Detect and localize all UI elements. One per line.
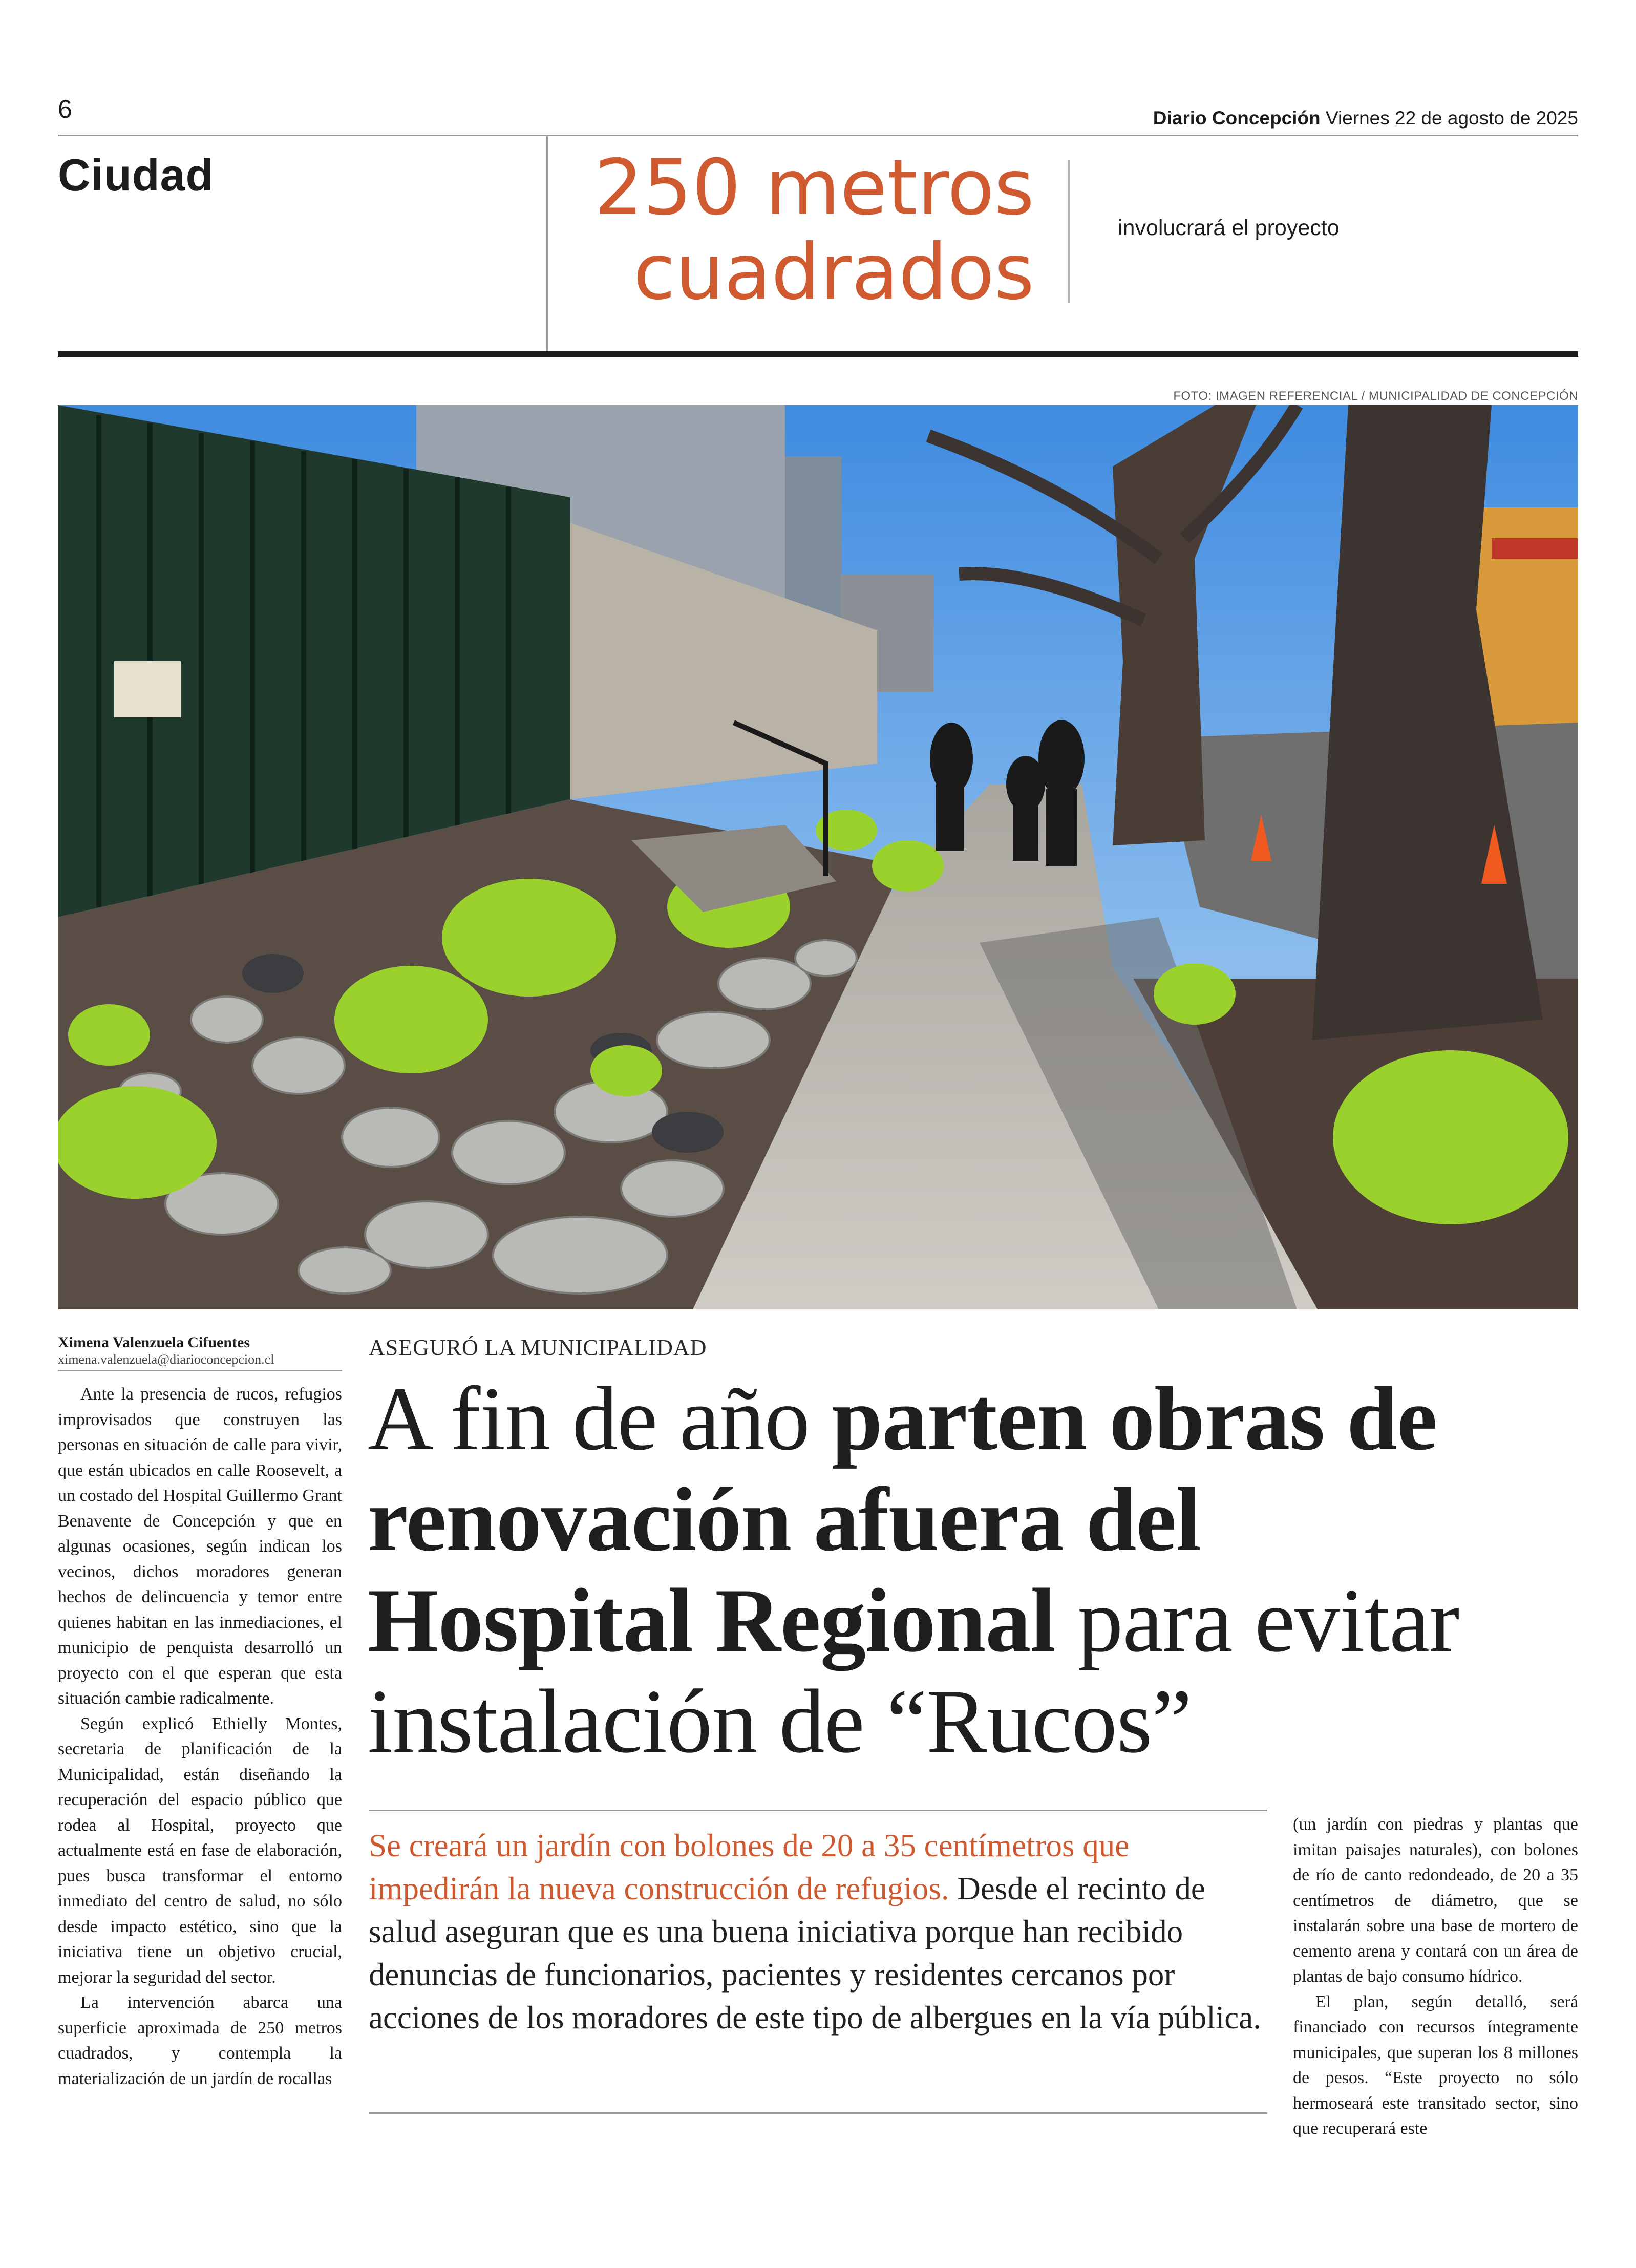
stat-line-1: 250 metros	[594, 143, 1034, 232]
lead-paragraph	[369, 1824, 1267, 2039]
headline-part-1: A fin de año	[368, 1368, 832, 1469]
body-column-right	[1293, 1812, 1578, 2142]
garden-sidewalk-illustration	[58, 405, 1578, 1309]
byline-name: Ximena Valenzuela Cifuentes	[58, 1334, 250, 1351]
section-title: Ciudad	[58, 150, 214, 200]
lead-rule-top	[369, 1810, 1267, 1811]
header-divider-left	[546, 136, 548, 351]
paragraph: (un jardín con piedras y plantas que imitan paisajes naturales), con bolones de río de canto redondeado, de 20 a 35 centímetros de diámetro, que se instalarán sobre una base de mortero de cemento arena y contará con un área de plantas de bajo consumo hídrico.	[1293, 1815, 1578, 1986]
paragraph: El plan, según detalló, será financiado con recursos íntegramente municipales, que superan los 8 millones de pesos. “Este proyecto no sólo hermoseará este transitado sector, sino que recuperará este	[1293, 1992, 1578, 2138]
lead-highlight: Se creará un jardín con bolones de 20 a 35 centímetros que impedirán la nueva construcción de refugios.	[369, 1828, 1130, 1906]
article-photo	[58, 405, 1578, 1309]
photo-credit: FOTO: IMAGEN REFERENCIAL / MUNICIPALIDAD DE CONCEPCIÓN	[1173, 389, 1578, 403]
headline-part-3: para evitar instalación de “Rucos”	[368, 1570, 1459, 1772]
paragraph: La intervención abarca una superficie aproximada de 250 metros cuadrados, y contempla la materialización de un jardín de rocallas	[58, 1993, 342, 2088]
masthead	[1153, 109, 1578, 128]
byline-email: ximena.valenzuela@diarioconcepcion.cl	[58, 1352, 274, 1367]
header-heavy-rule	[58, 351, 1578, 357]
paragraph: Según explicó Ethielly Montes, secretaria de planificación de la Municipalidad, están diseñando la recuperación del espacio público que rodea al Hospital, proyecto que actualmente está en fase de elaboración, pues busca transformar el entorno inmediato del centro de salud, no sólo desde impacto estético, sino que la iniciativa tiene un objetivo crucial, mejorar la seguridad del sector.	[58, 1714, 342, 1987]
byline-rule	[58, 1370, 342, 1371]
issue-date: Viernes 22 de agosto de 2025	[1325, 108, 1578, 129]
lead-rule-bottom	[369, 2112, 1267, 2114]
newspaper-name: Diario Concepción	[1153, 108, 1321, 129]
page-number: 6	[58, 95, 72, 123]
stat-description: involucrará el proyecto	[1118, 216, 1340, 240]
header-divider-right	[1068, 160, 1070, 303]
stat-figure	[553, 143, 1034, 317]
stat-line-2: cuadrados	[633, 228, 1034, 317]
body-column-left	[58, 1382, 342, 2091]
headline-part-2: parten obras de renovación afuera del Hospital Regional	[368, 1368, 1437, 1671]
top-rule	[58, 135, 1578, 136]
paragraph: Ante la presencia de rucos, refugios improvisados que construyen las personas en situación de calle para vivir, que están ubicados en calle Roosevelt, a un costado del Hospital Guillermo Grant Benavente de Concepción y que en algunas ocasiones, según indican los vecinos, dichos moradores generan hechos de delincuencia y temor entre quienes habitan en las inmediaciones, el municipio de penquista desarrolló un proyecto con el que esperan que esta situación cambie radicalmente.	[58, 1385, 342, 1708]
lead-text: Desde el recinto de salud aseguran que es una buena iniciativa porque han recibido denuncias de funcionarios, pacientes y residentes cercanos por acciones de los moradores de este tipo de albergues en la vía pública.	[369, 1871, 1261, 2036]
headline	[368, 1368, 1545, 1772]
kicker: ASEGURÓ LA MUNICIPALIDAD	[369, 1335, 707, 1360]
